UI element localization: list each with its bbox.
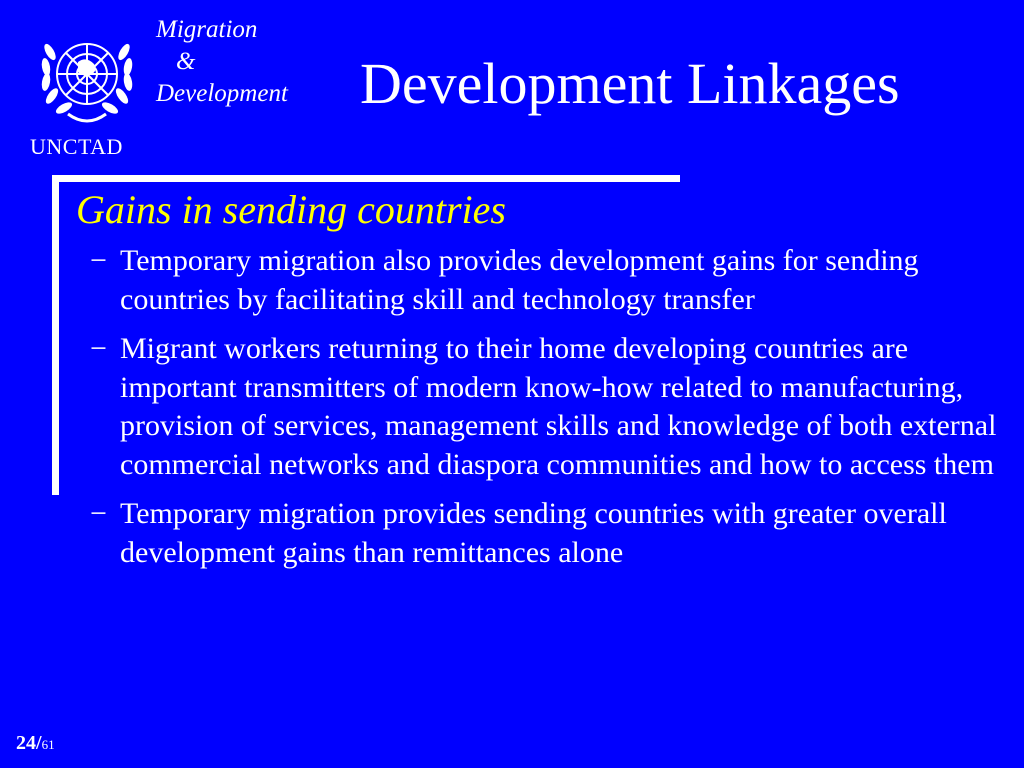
topic-line: & xyxy=(176,48,196,75)
bullet-item xyxy=(90,495,1010,572)
un-emblem-icon xyxy=(28,22,146,134)
topic-label xyxy=(156,14,288,110)
section-subtitle: Gains in sending countries xyxy=(76,187,506,232)
topic-line: Development xyxy=(156,80,288,107)
topic-line: Migration xyxy=(156,16,258,43)
page-number xyxy=(16,732,55,755)
bullet-item xyxy=(90,330,1010,484)
frame-top-border xyxy=(52,175,680,182)
bullet-text: Migrant workers returning to their home developing countries are important transmitters of modern know-how related to manufacturing, provision of services, management skills and knowledge of both external commercial networks and diaspora communities and how to access them xyxy=(120,332,997,481)
bullet-dash: − xyxy=(90,332,107,365)
bullet-text: Temporary migration also provides development gains for sending countries by facilitating skill and technology transfer xyxy=(120,244,919,316)
bullet-text: Temporary migration provides sending countries with greater overall development gains than remittances alone xyxy=(120,497,947,569)
page-total: 61 xyxy=(41,737,55,752)
frame-left-border xyxy=(52,175,59,495)
org-label: UNCTAD xyxy=(30,134,123,159)
slide-title: Development Linkages xyxy=(360,51,900,116)
bullet-dash: − xyxy=(90,497,107,530)
page-current: 24/ xyxy=(16,732,42,754)
bullet-list xyxy=(90,242,1010,583)
bullet-dash: − xyxy=(90,244,107,277)
bullet-item xyxy=(90,242,1010,319)
